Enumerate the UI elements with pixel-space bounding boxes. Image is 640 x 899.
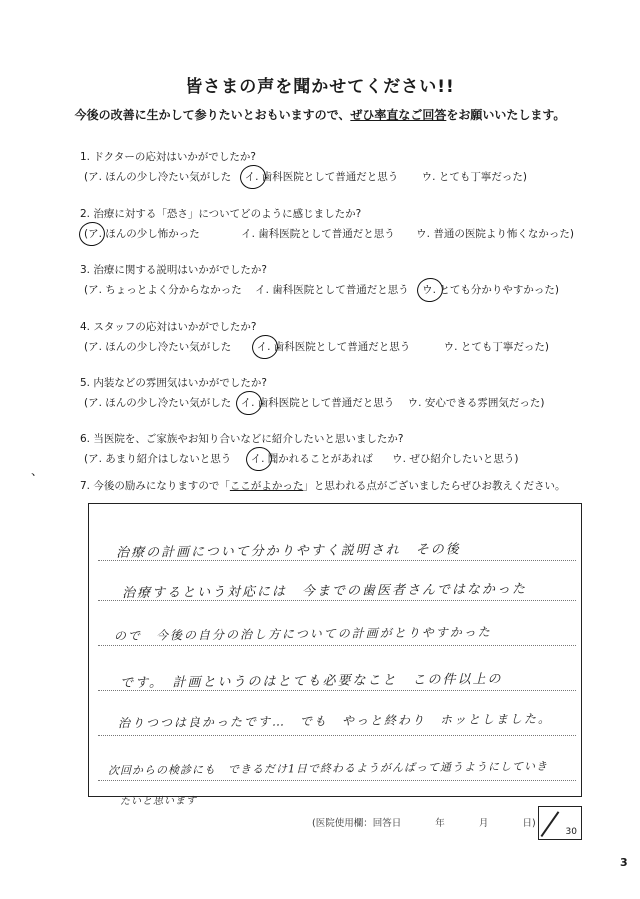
office-use-year: 年 <box>435 818 445 829</box>
handwritten-line-7: たいと思います <box>119 795 198 808</box>
question-4 <box>80 320 559 354</box>
question-6 <box>80 432 528 466</box>
score-slash <box>541 811 559 836</box>
question-6-option-a[interactable]: (ア. あまり紹介はしないと思う <box>84 453 232 465</box>
question-1-option-b[interactable]: イ. 歯科医院として普通だと思う <box>244 171 399 183</box>
answer-line <box>98 645 576 646</box>
answer-line <box>98 780 576 781</box>
subtitle-text-before: 今後の改善に生かして参りたいとおもいますので、 <box>74 108 351 122</box>
question-6-option-c[interactable]: ウ. ぜひ紹介したいと思う) <box>392 453 519 465</box>
question-7-text-before: 7. 今後の励みになりますので「 <box>80 480 230 492</box>
subtitle-emphasis: ぜひ率直なご回答 <box>350 108 447 122</box>
question-6-options <box>80 452 528 466</box>
handwritten-line-1: 治療の計画について分かりやすく説明され その後 <box>115 542 461 561</box>
question-2 <box>80 207 584 241</box>
survey-subtitle <box>0 106 640 123</box>
question-4-options <box>80 340 559 354</box>
handwritten-line-3: ので 今後の自分の治し方についての計画がとりやすかった <box>113 625 492 643</box>
question-4-option-a[interactable]: (ア. ほんの少し冷たい気がした <box>84 341 232 353</box>
question-1-text: 1. ドクターの応対はいかがでしたか? <box>80 151 257 163</box>
question-2-option-a[interactable]: (ア. ほんの少し怖かった <box>84 228 200 240</box>
question-5-option-c[interactable]: ウ. 安心できる雰囲気だった) <box>407 397 545 409</box>
question-2-options <box>80 227 584 241</box>
handwritten-line-2: 治療するという対応には 今までの歯医者さんではなかった <box>121 581 528 602</box>
question-3-option-c[interactable]: ウ. とても分かりやすかった) <box>422 284 559 296</box>
question-1-option-c[interactable]: ウ. とても丁寧だった) <box>421 171 527 183</box>
office-use-label: (医院使用欄：回答日 <box>312 818 402 829</box>
question-5-option-b[interactable]: イ. 歯科医院として普通だと思う <box>240 397 395 409</box>
question-7-highlight: ここがよかった <box>229 480 304 492</box>
question-2-option-c[interactable]: ウ. 普通の医院より怖くなかった) <box>416 228 574 240</box>
question-3-option-a[interactable]: (ア. ちょっとよく分からなかった <box>84 284 242 296</box>
score-box <box>538 806 582 840</box>
question-2-option-b[interactable]: イ. 歯科医院として普通だと思う <box>241 228 395 240</box>
handwritten-line-6: 次回からの検診にも できるだけ1日で終わるようがんばって通うようにしていき <box>107 759 549 778</box>
question-3-option-b[interactable]: イ. 歯科医院として普通だと思う <box>255 284 409 296</box>
question-5-text: 5. 内装などの雰囲気はいかがでしたか? <box>80 377 267 389</box>
question-4-option-c[interactable]: ウ. とても丁寧だった) <box>443 341 549 353</box>
handwritten-line-4: です。 計画というのはとても必要なこと この件以上の <box>119 671 503 692</box>
question-5-options <box>80 396 554 410</box>
survey-title: 皆さまの声を聞かせてください!! <box>185 77 455 97</box>
score-total: 30 <box>565 827 577 837</box>
question-5 <box>80 376 554 410</box>
question-3-text: 3. 治療に関する説明はいかがでしたか? <box>80 264 267 276</box>
question-6-option-b[interactable]: イ. 聞かれることがあれば <box>250 453 373 465</box>
question-3 <box>80 263 569 297</box>
page-number: 3 <box>620 856 628 869</box>
question-6-text: 6. 当医院を、ご家族やお知り合いなどに紹介したいと思いましたか? <box>80 433 404 445</box>
question-7-text-after: 」と思われる点がございましたらぜひお教えください。 <box>303 480 566 492</box>
office-use-day: 日) <box>522 818 536 829</box>
subtitle-text-after: をお願いいたします。 <box>446 108 566 122</box>
answer-line <box>98 735 576 736</box>
office-use-field <box>312 815 536 829</box>
question-1 <box>80 150 537 184</box>
handwritten-line-5: 治りつつは良かったです… でも やっと終わり ホッとしました。 <box>117 711 553 731</box>
question-4-option-b[interactable]: イ. 歯科医院として普通だと思う <box>256 341 411 353</box>
question-7-text <box>80 478 566 493</box>
office-use-month: 月 <box>478 818 489 829</box>
question-5-option-a[interactable]: (ア. ほんの少し冷たい気がした <box>84 397 232 409</box>
question-1-options <box>80 170 537 184</box>
margin-mark: 、 <box>31 464 44 478</box>
question-3-options <box>80 283 569 297</box>
question-2-text: 2. 治療に対する「恐さ」についてどのように感じましたか? <box>80 208 362 220</box>
question-4-text: 4. スタッフの応対はいかがでしたか? <box>80 321 257 333</box>
question-1-option-a[interactable]: (ア. ほんの少し冷たい気がした <box>84 171 232 183</box>
